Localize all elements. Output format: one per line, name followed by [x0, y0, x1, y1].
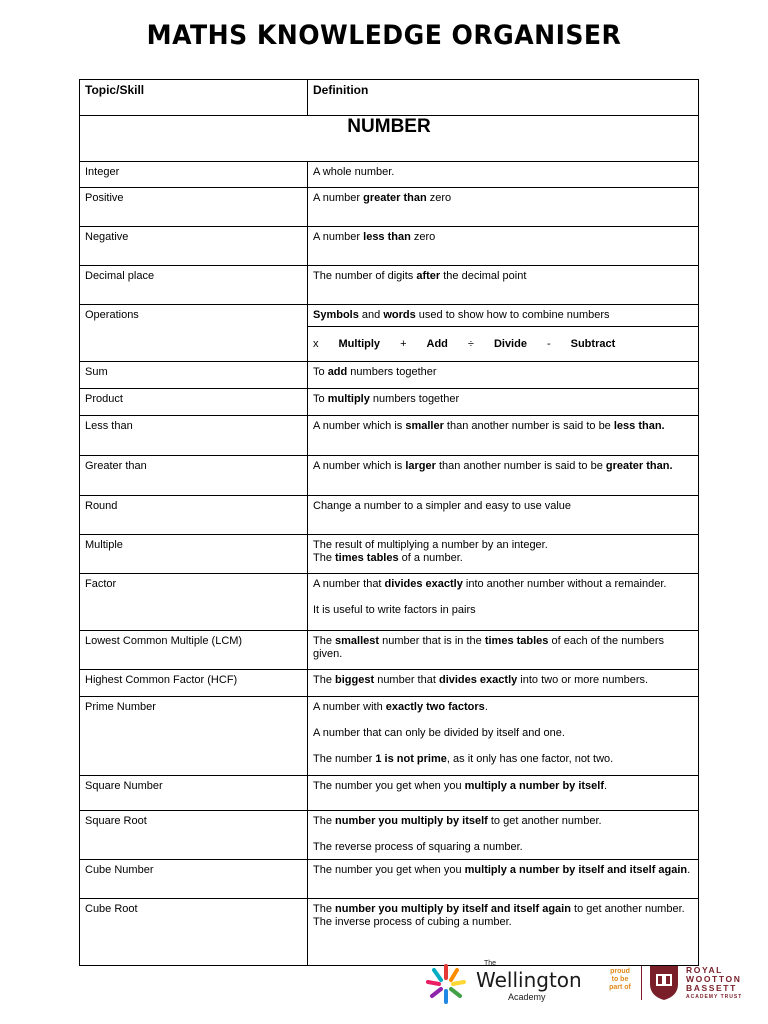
- definition-cell: A number which is smaller than another number is said to be less than.: [308, 416, 699, 456]
- definition-cell: A number that divides exactly into another number without a remainder. It is useful to write factors in pairs: [308, 574, 699, 631]
- topic-cell: Cube Number: [80, 860, 308, 899]
- definition-cell: Symbols and words used to show how to combine numbers: [308, 305, 699, 327]
- topic-cell: Prime Number: [80, 697, 308, 776]
- table-row: [80, 456, 699, 496]
- definition-cell: The result of multiplying a number by an integer. The times tables of a number.: [308, 535, 699, 574]
- table-row: [80, 389, 699, 416]
- knowledge-organiser-table: [79, 79, 699, 966]
- table-row: [80, 574, 699, 631]
- section-title: NUMBER: [80, 116, 699, 162]
- table-header-row: [80, 80, 699, 116]
- operation-word: Subtract: [570, 337, 616, 350]
- definition-cell: The number you get when you multiply a number by itself and itself again.: [308, 860, 699, 899]
- definition-cell: The number you get when you multiply a number by itself.: [308, 776, 699, 811]
- definition-cell: A number which is larger than another number is said to be greater than.: [308, 456, 699, 496]
- topic-cell: Decimal place: [80, 266, 308, 305]
- table-row: [80, 496, 699, 535]
- table-row: [80, 860, 699, 899]
- rwb-wordmark: ROYAL WOOTTON BASSETT ACADEMY TRUST: [686, 965, 743, 1000]
- table-row: [80, 162, 699, 188]
- table-row: [80, 899, 699, 966]
- footer-logos: [0, 958, 768, 1024]
- operation-symbol: +: [400, 337, 407, 350]
- definition-cell: The number you multiply by itself to get another number. The reverse process of squaring a number.: [308, 811, 699, 860]
- table-row: [80, 416, 699, 456]
- topic-cell: Sum: [80, 362, 308, 389]
- operation-word: Multiply: [338, 337, 381, 350]
- operation-symbol: -: [546, 337, 551, 350]
- topic-cell: Multiple: [80, 535, 308, 574]
- topic-cell: Round: [80, 496, 308, 535]
- topic-cell: Highest Common Factor (HCF): [80, 670, 308, 697]
- table-row: [80, 670, 699, 697]
- definition-cell: The number you multiply by itself and itself again to get another number. The inverse process of cubing a number.: [308, 899, 699, 966]
- topic-cell: Product: [80, 389, 308, 416]
- table-row: [80, 362, 699, 389]
- wellington-logo-icon: [424, 962, 468, 1006]
- topic-cell: Factor: [80, 574, 308, 631]
- topic-cell: Greater than: [80, 456, 308, 496]
- wellington-the: The: [484, 960, 497, 967]
- topic-cell: Square Number: [80, 776, 308, 811]
- operation-symbol: ÷: [467, 337, 474, 350]
- operation-word: Add: [426, 337, 448, 350]
- table-row: [80, 305, 699, 327]
- operations-symbols: [308, 327, 699, 362]
- topic-cell: Negative: [80, 227, 308, 266]
- table-row: [80, 811, 699, 860]
- table-row: [80, 631, 699, 670]
- topic-cell: Cube Root: [80, 899, 308, 966]
- definition-header: Definition: [308, 80, 699, 116]
- topic-cell: Operations: [80, 305, 308, 362]
- table-row: [80, 697, 699, 776]
- definition-cell: Change a number to a simpler and easy to use value: [308, 496, 699, 535]
- definition-cell: A number less than zero: [308, 227, 699, 266]
- definition-cell: To multiply numbers together: [308, 389, 699, 416]
- definition-cell: A whole number.: [308, 162, 699, 188]
- wellington-name: Wellington: [476, 968, 582, 992]
- table-row: [80, 266, 699, 305]
- topic-header: Topic/Skill: [80, 80, 308, 116]
- wellington-academy: Academy: [508, 992, 546, 1002]
- operation-word: Divide: [493, 337, 527, 350]
- definition-cell: A number greater than zero: [308, 188, 699, 227]
- logo-divider: [641, 966, 642, 1000]
- definition-cell: The number of digits after the decimal point: [308, 266, 699, 305]
- table-row: [80, 776, 699, 811]
- operation-symbol: x: [313, 337, 319, 350]
- topic-cell: Square Root: [80, 811, 308, 860]
- definition-cell: The smallest number that is in the times tables of each of the numbers given.: [308, 631, 699, 670]
- topic-cell: Less than: [80, 416, 308, 456]
- rwb-shield-icon: [648, 964, 680, 1002]
- proud-to-be-part-of: proud to be part of: [609, 968, 631, 991]
- section-row: [80, 116, 699, 162]
- page-title: MATHS KNOWLEDGE ORGANISER: [146, 20, 622, 51]
- table-row: [80, 227, 699, 266]
- topic-cell: Lowest Common Multiple (LCM): [80, 631, 308, 670]
- definition-cell: The biggest number that divides exactly into two or more numbers.: [308, 670, 699, 697]
- topic-cell: Integer: [80, 162, 308, 188]
- table-row: [80, 188, 699, 227]
- definition-cell: A number with exactly two factors. A number that can only be divided by itself and one. The number 1 is not prime, as it only has one factor, not two.: [308, 697, 699, 776]
- table-row: [80, 535, 699, 574]
- definition-cell: To add numbers together: [308, 362, 699, 389]
- topic-cell: Positive: [80, 188, 308, 227]
